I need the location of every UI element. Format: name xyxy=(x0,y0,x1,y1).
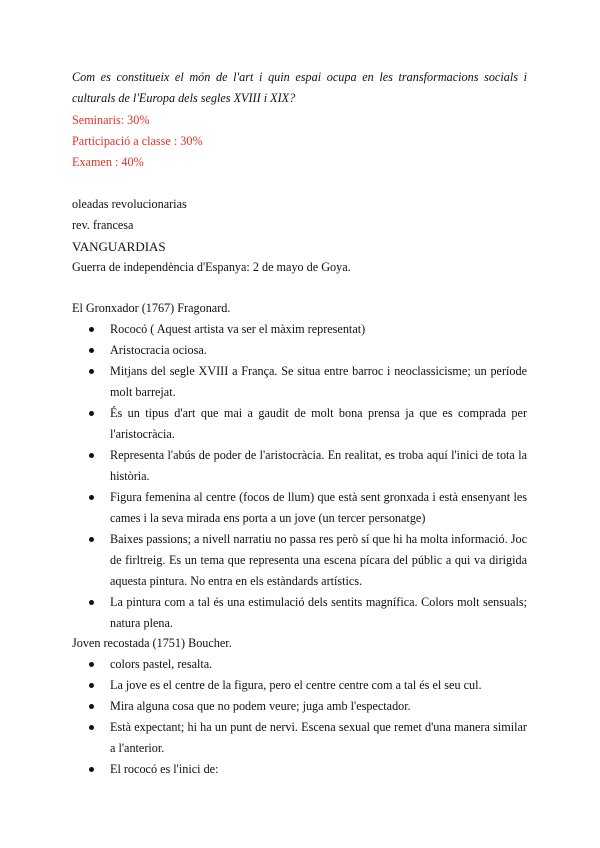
note-guerra: Guerra de independència d'Espanya: 2 de mayo de Goya. xyxy=(72,260,351,274)
grading-seminars: Seminaris: 30% xyxy=(72,113,150,127)
section-title: El Gronxador (1767) Fragonard. xyxy=(72,301,231,315)
list-item: Mira alguna cosa que no podem veure; juga amb l'espectador. xyxy=(72,696,527,717)
notes-block xyxy=(72,194,527,278)
bullet-list xyxy=(72,319,527,634)
grading-list xyxy=(72,110,527,173)
course-question: Com es constitueix el món de l'art i quin espai ocupa en les transformacions socials i culturals de l'Europa dels segles XVIII i XIX? xyxy=(72,70,527,105)
list-item: El rococó es l'inici de: xyxy=(72,759,527,780)
list-item: Figura femenina al centre (focos de llum) que està sent gronxada i està ensenyant les cames i la seva mirada ens porta a un jove (un tercer personatge) xyxy=(72,487,527,529)
list-item: Baixes passions; a nivell narratiu no passa res però sí que hi ha molta informació. Joc de firltreig. Es un tema que representa una escena pícara del públic a qui va dirigida aquesta pintura. No entra en els estàndards artístics. xyxy=(72,529,527,592)
list-item: La jove es el centre de la figura, pero el centre centre com a tal és el seu cul. xyxy=(72,675,527,696)
list-item: Aristocracia ociosa. xyxy=(72,340,527,361)
list-item: Està expectant; hi ha un punt de nervi. Escena sexual que remet d'una manera similar a l'anterior. xyxy=(72,717,527,759)
list-item: És un tipus d'art que mai a gaudit de molt bona prensa ja que es comprada per l'aristocràcia. xyxy=(72,403,527,445)
list-item: La pintura com a tal és una estimulació dels sentits magnífica. Colors molt sensuals; natura plena. xyxy=(72,592,527,634)
list-item: Rococó ( Aquest artista va ser el màxim representat) xyxy=(72,319,527,340)
section-gronxador xyxy=(72,298,527,634)
section-joven-recostada xyxy=(72,633,527,780)
note-rev-francesa: rev. francesa xyxy=(72,218,134,232)
grading-participation: Participació a classe : 30% xyxy=(72,134,203,148)
list-item: colors pastel, resalta. xyxy=(72,654,527,675)
list-item: Representa l'abús de poder de l'aristocràcia. En realitat, es troba aquí l'inici de tota la història. xyxy=(72,445,527,487)
list-item: Mitjans del segle XVIII a França. Se situa entre barroc i neoclassicisme; un període molt barrejat. xyxy=(72,361,527,403)
bullet-list xyxy=(72,654,527,780)
grading-exam: Examen : 40% xyxy=(72,155,144,169)
note-oleadas: oleadas revolucionarias xyxy=(72,197,187,211)
section-title: Joven recostada (1751) Boucher. xyxy=(72,636,232,650)
note-vanguardias: VANGUARDIAS xyxy=(72,239,166,254)
